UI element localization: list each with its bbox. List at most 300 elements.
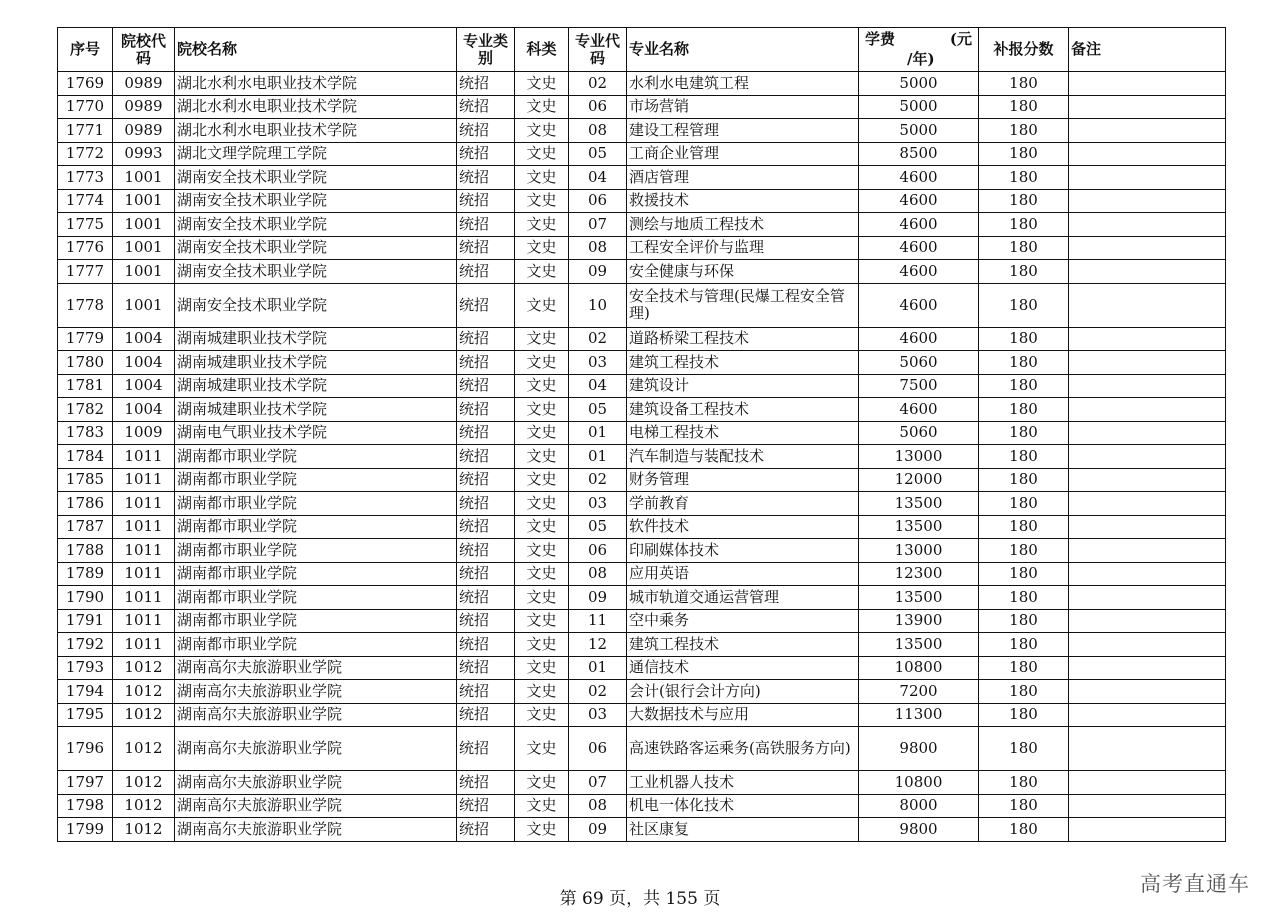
cell-remark xyxy=(1069,656,1226,680)
cell-major-code: 09 xyxy=(569,260,627,284)
table-row xyxy=(58,609,1226,633)
cell-school-code: 0989 xyxy=(113,72,175,96)
cell-major-code: 03 xyxy=(569,351,627,375)
cell-category: 统招 xyxy=(457,703,515,727)
cell-seq: 1782 xyxy=(58,398,113,422)
cell-remark xyxy=(1069,260,1226,284)
cell-remark xyxy=(1069,680,1226,704)
cell-remark xyxy=(1069,421,1226,445)
header-major-name: 专业名称 xyxy=(627,28,859,72)
cell-school-name: 湖南安全技术职业学院 xyxy=(175,213,457,237)
table-row xyxy=(58,727,1226,771)
cell-major-code: 05 xyxy=(569,142,627,166)
cell-school-name: 湖南都市职业学院 xyxy=(175,445,457,469)
cell-category: 统招 xyxy=(457,398,515,422)
cell-seq: 1799 xyxy=(58,818,113,842)
cell-major-name: 大数据技术与应用 xyxy=(627,703,859,727)
cell-subject: 文史 xyxy=(515,515,569,539)
cell-subject: 文史 xyxy=(515,562,569,586)
header-subject: 科类 xyxy=(515,28,569,72)
cell-seq: 1770 xyxy=(58,95,113,119)
header-remark: 备注 xyxy=(1069,28,1226,72)
cell-category: 统招 xyxy=(457,374,515,398)
page-number: 第 69 页，共 155 页 xyxy=(559,889,721,909)
cell-school-code: 1012 xyxy=(113,794,175,818)
cell-seq: 1785 xyxy=(58,468,113,492)
cell-subject: 文史 xyxy=(515,260,569,284)
cell-major-name: 应用英语 xyxy=(627,562,859,586)
table-row xyxy=(58,421,1226,445)
cell-major-code: 01 xyxy=(569,421,627,445)
cell-seq: 1793 xyxy=(58,656,113,680)
cell-remark xyxy=(1069,492,1226,516)
cell-major-name: 印刷媒体技术 xyxy=(627,539,859,563)
cell-score: 180 xyxy=(979,95,1069,119)
cell-major-code: 12 xyxy=(569,633,627,657)
cell-seq: 1790 xyxy=(58,586,113,610)
cell-major-name: 会计(银行会计方向) xyxy=(627,680,859,704)
cell-tuition: 13500 xyxy=(859,515,979,539)
cell-school-code: 1011 xyxy=(113,515,175,539)
cell-school-name: 湖南城建职业技术学院 xyxy=(175,374,457,398)
cell-remark xyxy=(1069,398,1226,422)
table-row xyxy=(58,374,1226,398)
table-row xyxy=(58,445,1226,469)
cell-seq: 1774 xyxy=(58,189,113,213)
cell-remark xyxy=(1069,794,1226,818)
cell-major-code: 10 xyxy=(569,283,627,327)
cell-subject: 文史 xyxy=(515,351,569,375)
table-row xyxy=(58,656,1226,680)
cell-category: 统招 xyxy=(457,794,515,818)
cell-seq: 1797 xyxy=(58,771,113,795)
table-row xyxy=(58,586,1226,610)
cell-school-name: 湖南高尔夫旅游职业学院 xyxy=(175,771,457,795)
cell-school-code: 1011 xyxy=(113,586,175,610)
table-row xyxy=(58,95,1226,119)
cell-score: 180 xyxy=(979,656,1069,680)
cell-school-code: 1012 xyxy=(113,656,175,680)
cell-major-code: 02 xyxy=(569,72,627,96)
cell-category: 统招 xyxy=(457,260,515,284)
cell-school-code: 0993 xyxy=(113,142,175,166)
cell-school-name: 湖北水利水电职业技术学院 xyxy=(175,95,457,119)
cell-tuition: 7200 xyxy=(859,680,979,704)
cell-major-name: 安全健康与环保 xyxy=(627,260,859,284)
table-row xyxy=(58,468,1226,492)
cell-major-name: 工业机器人技术 xyxy=(627,771,859,795)
cell-category: 统招 xyxy=(457,213,515,237)
cell-school-code: 1011 xyxy=(113,633,175,657)
cell-school-code: 1001 xyxy=(113,213,175,237)
cell-seq: 1769 xyxy=(58,72,113,96)
cell-school-name: 湖南城建职业技术学院 xyxy=(175,327,457,351)
cell-school-name: 湖南高尔夫旅游职业学院 xyxy=(175,680,457,704)
cell-category: 统招 xyxy=(457,283,515,327)
cell-subject: 文史 xyxy=(515,445,569,469)
cell-school-name: 湖南都市职业学院 xyxy=(175,539,457,563)
cell-school-name: 湖北文理学院理工学院 xyxy=(175,142,457,166)
cell-remark xyxy=(1069,515,1226,539)
cell-score: 180 xyxy=(979,213,1069,237)
cell-seq: 1777 xyxy=(58,260,113,284)
cell-major-name: 工程安全评价与监理 xyxy=(627,236,859,260)
cell-score: 180 xyxy=(979,492,1069,516)
cell-school-code: 1009 xyxy=(113,421,175,445)
cell-major-code: 01 xyxy=(569,656,627,680)
cell-seq: 1779 xyxy=(58,327,113,351)
cell-subject: 文史 xyxy=(515,72,569,96)
cell-major-name: 高速铁路客运乘务(高铁服务方向) xyxy=(627,727,859,771)
cell-score: 180 xyxy=(979,445,1069,469)
header-school-name: 院校名称 xyxy=(175,28,457,72)
cell-remark xyxy=(1069,562,1226,586)
cell-subject: 文史 xyxy=(515,586,569,610)
table-row xyxy=(58,562,1226,586)
table-row xyxy=(58,818,1226,842)
cell-school-name: 湖南都市职业学院 xyxy=(175,468,457,492)
table-row xyxy=(58,72,1226,96)
cell-tuition: 10800 xyxy=(859,771,979,795)
cell-school-name: 湖南城建职业技术学院 xyxy=(175,351,457,375)
table-row xyxy=(58,680,1226,704)
cell-score: 180 xyxy=(979,818,1069,842)
cell-subject: 文史 xyxy=(515,680,569,704)
cell-subject: 文史 xyxy=(515,236,569,260)
cell-tuition: 4600 xyxy=(859,213,979,237)
cell-tuition: 4600 xyxy=(859,236,979,260)
cell-major-code: 11 xyxy=(569,609,627,633)
cell-subject: 文史 xyxy=(515,189,569,213)
table-row xyxy=(58,213,1226,237)
cell-score: 180 xyxy=(979,586,1069,610)
cell-category: 统招 xyxy=(457,236,515,260)
cell-score: 180 xyxy=(979,421,1069,445)
cell-school-code: 1012 xyxy=(113,727,175,771)
cell-subject: 文史 xyxy=(515,727,569,771)
cell-major-name: 财务管理 xyxy=(627,468,859,492)
cell-school-code: 0989 xyxy=(113,119,175,143)
table-row xyxy=(58,236,1226,260)
cell-school-code: 1011 xyxy=(113,609,175,633)
cell-tuition: 4600 xyxy=(859,166,979,190)
cell-remark xyxy=(1069,771,1226,795)
cell-seq: 1772 xyxy=(58,142,113,166)
cell-major-name: 通信技术 xyxy=(627,656,859,680)
cell-subject: 文史 xyxy=(515,468,569,492)
cell-remark xyxy=(1069,189,1226,213)
cell-subject: 文史 xyxy=(515,421,569,445)
cell-score: 180 xyxy=(979,189,1069,213)
cell-major-code: 08 xyxy=(569,119,627,143)
cell-major-name: 空中乘务 xyxy=(627,609,859,633)
cell-tuition: 4600 xyxy=(859,260,979,284)
cell-tuition: 13500 xyxy=(859,492,979,516)
cell-major-code: 04 xyxy=(569,374,627,398)
cell-tuition: 13500 xyxy=(859,633,979,657)
cell-remark xyxy=(1069,468,1226,492)
cell-major-code: 05 xyxy=(569,398,627,422)
cell-subject: 文史 xyxy=(515,374,569,398)
table-body xyxy=(58,72,1226,842)
cell-tuition: 13000 xyxy=(859,445,979,469)
cell-major-name: 学前教育 xyxy=(627,492,859,516)
cell-seq: 1787 xyxy=(58,515,113,539)
cell-tuition: 12300 xyxy=(859,562,979,586)
table-row xyxy=(58,794,1226,818)
cell-category: 统招 xyxy=(457,562,515,586)
cell-remark xyxy=(1069,727,1226,771)
cell-school-name: 湖南都市职业学院 xyxy=(175,562,457,586)
cell-school-code: 1001 xyxy=(113,260,175,284)
cell-category: 统招 xyxy=(457,492,515,516)
cell-seq: 1773 xyxy=(58,166,113,190)
cell-school-code: 1011 xyxy=(113,539,175,563)
cell-remark xyxy=(1069,374,1226,398)
cell-score: 180 xyxy=(979,539,1069,563)
cell-major-name: 测绘与地质工程技术 xyxy=(627,213,859,237)
header-score: 补报分数 xyxy=(979,28,1069,72)
cell-school-name: 湖南高尔夫旅游职业学院 xyxy=(175,727,457,771)
cell-subject: 文史 xyxy=(515,794,569,818)
cell-school-code: 1001 xyxy=(113,166,175,190)
cell-major-name: 酒店管理 xyxy=(627,166,859,190)
cell-tuition: 13900 xyxy=(859,609,979,633)
cell-school-name: 湖南安全技术职业学院 xyxy=(175,166,457,190)
cell-score: 180 xyxy=(979,119,1069,143)
cell-major-name: 市场营销 xyxy=(627,95,859,119)
cell-major-name: 安全技术与管理(民爆工程安全管理) xyxy=(627,283,859,327)
cell-category: 统招 xyxy=(457,166,515,190)
header-tuition-unit-b: /年) xyxy=(907,50,935,68)
cell-school-code: 1011 xyxy=(113,562,175,586)
cell-remark xyxy=(1069,95,1226,119)
cell-remark xyxy=(1069,703,1226,727)
cell-major-name: 建筑工程技术 xyxy=(627,633,859,657)
cell-seq: 1791 xyxy=(58,609,113,633)
cell-major-name: 机电一体化技术 xyxy=(627,794,859,818)
admissions-table xyxy=(57,27,1226,842)
cell-category: 统招 xyxy=(457,609,515,633)
cell-seq: 1783 xyxy=(58,421,113,445)
cell-major-code: 09 xyxy=(569,818,627,842)
cell-category: 统招 xyxy=(457,445,515,469)
cell-school-code: 1004 xyxy=(113,351,175,375)
cell-subject: 文史 xyxy=(515,166,569,190)
cell-tuition: 5000 xyxy=(859,95,979,119)
table-row xyxy=(58,166,1226,190)
cell-seq: 1775 xyxy=(58,213,113,237)
cell-school-code: 1004 xyxy=(113,398,175,422)
cell-remark xyxy=(1069,586,1226,610)
cell-remark xyxy=(1069,327,1226,351)
cell-school-name: 湖南安全技术职业学院 xyxy=(175,260,457,284)
cell-remark xyxy=(1069,119,1226,143)
cell-subject: 文史 xyxy=(515,818,569,842)
cell-major-code: 06 xyxy=(569,539,627,563)
cell-seq: 1792 xyxy=(58,633,113,657)
cell-major-code: 03 xyxy=(569,492,627,516)
cell-major-code: 02 xyxy=(569,468,627,492)
cell-score: 180 xyxy=(979,680,1069,704)
cell-subject: 文史 xyxy=(515,119,569,143)
cell-score: 180 xyxy=(979,633,1069,657)
cell-school-code: 1012 xyxy=(113,771,175,795)
cell-major-code: 06 xyxy=(569,95,627,119)
cell-major-code: 02 xyxy=(569,327,627,351)
cell-tuition: 4600 xyxy=(859,189,979,213)
cell-tuition: 7500 xyxy=(859,374,979,398)
cell-major-name: 电梯工程技术 xyxy=(627,421,859,445)
cell-school-name: 湖南都市职业学院 xyxy=(175,633,457,657)
cell-category: 统招 xyxy=(457,539,515,563)
cell-school-name: 湖南城建职业技术学院 xyxy=(175,398,457,422)
table-row xyxy=(58,351,1226,375)
cell-seq: 1796 xyxy=(58,727,113,771)
cell-school-name: 湖南安全技术职业学院 xyxy=(175,189,457,213)
cell-seq: 1798 xyxy=(58,794,113,818)
cell-seq: 1771 xyxy=(58,119,113,143)
cell-score: 180 xyxy=(979,72,1069,96)
cell-category: 统招 xyxy=(457,680,515,704)
cell-category: 统招 xyxy=(457,727,515,771)
cell-seq: 1786 xyxy=(58,492,113,516)
cell-category: 统招 xyxy=(457,468,515,492)
cell-remark xyxy=(1069,213,1226,237)
cell-school-code: 1011 xyxy=(113,468,175,492)
cell-remark xyxy=(1069,539,1226,563)
table-row xyxy=(58,283,1226,327)
cell-seq: 1794 xyxy=(58,680,113,704)
cell-school-name: 湖南安全技术职业学院 xyxy=(175,283,457,327)
cell-major-name: 城市轨道交通运营管理 xyxy=(627,586,859,610)
table-row xyxy=(58,260,1226,284)
cell-tuition: 13500 xyxy=(859,586,979,610)
cell-remark xyxy=(1069,166,1226,190)
cell-school-name: 湖南都市职业学院 xyxy=(175,515,457,539)
cell-school-name: 湖南都市职业学院 xyxy=(175,609,457,633)
cell-tuition: 9800 xyxy=(859,818,979,842)
cell-remark xyxy=(1069,283,1226,327)
cell-school-code: 1011 xyxy=(113,492,175,516)
cell-tuition: 11300 xyxy=(859,703,979,727)
cell-school-name: 湖南高尔夫旅游职业学院 xyxy=(175,794,457,818)
table-header-row xyxy=(58,28,1226,72)
cell-major-code: 04 xyxy=(569,166,627,190)
cell-school-name: 湖南安全技术职业学院 xyxy=(175,236,457,260)
cell-category: 统招 xyxy=(457,586,515,610)
cell-tuition: 8000 xyxy=(859,794,979,818)
cell-school-name: 湖北水利水电职业技术学院 xyxy=(175,119,457,143)
cell-remark xyxy=(1069,609,1226,633)
cell-major-code: 08 xyxy=(569,794,627,818)
cell-remark xyxy=(1069,236,1226,260)
cell-school-name: 湖南高尔夫旅游职业学院 xyxy=(175,656,457,680)
cell-school-name: 湖南都市职业学院 xyxy=(175,586,457,610)
cell-seq: 1776 xyxy=(58,236,113,260)
cell-school-code: 1001 xyxy=(113,189,175,213)
cell-category: 统招 xyxy=(457,119,515,143)
cell-subject: 文史 xyxy=(515,283,569,327)
cell-score: 180 xyxy=(979,515,1069,539)
cell-school-code: 1012 xyxy=(113,703,175,727)
cell-school-code: 1004 xyxy=(113,374,175,398)
cell-score: 180 xyxy=(979,142,1069,166)
cell-tuition: 4600 xyxy=(859,327,979,351)
table-row xyxy=(58,633,1226,657)
cell-seq: 1778 xyxy=(58,283,113,327)
cell-remark xyxy=(1069,351,1226,375)
cell-score: 180 xyxy=(979,771,1069,795)
cell-subject: 文史 xyxy=(515,95,569,119)
header-school-code: 院校代码 xyxy=(113,28,175,72)
cell-score: 180 xyxy=(979,727,1069,771)
cell-score: 180 xyxy=(979,327,1069,351)
cell-score: 180 xyxy=(979,260,1069,284)
cell-score: 180 xyxy=(979,794,1069,818)
cell-remark xyxy=(1069,72,1226,96)
table-row xyxy=(58,515,1226,539)
cell-category: 统招 xyxy=(457,189,515,213)
cell-major-code: 02 xyxy=(569,680,627,704)
cell-major-name: 水利水电建筑工程 xyxy=(627,72,859,96)
header-major-code: 专业代码 xyxy=(569,28,627,72)
cell-seq: 1784 xyxy=(58,445,113,469)
cell-tuition: 4600 xyxy=(859,398,979,422)
cell-category: 统招 xyxy=(457,421,515,445)
cell-major-code: 05 xyxy=(569,515,627,539)
cell-school-code: 1001 xyxy=(113,283,175,327)
cell-school-name: 湖南高尔夫旅游职业学院 xyxy=(175,818,457,842)
cell-tuition: 4600 xyxy=(859,283,979,327)
cell-major-name: 建设工程管理 xyxy=(627,119,859,143)
cell-school-code: 1012 xyxy=(113,818,175,842)
cell-major-name: 工商企业管理 xyxy=(627,142,859,166)
cell-subject: 文史 xyxy=(515,142,569,166)
cell-major-name: 建筑工程技术 xyxy=(627,351,859,375)
cell-category: 统招 xyxy=(457,72,515,96)
cell-major-code: 06 xyxy=(569,727,627,771)
table-row xyxy=(58,327,1226,351)
cell-school-name: 湖北水利水电职业技术学院 xyxy=(175,72,457,96)
cell-category: 统招 xyxy=(457,515,515,539)
cell-subject: 文史 xyxy=(515,327,569,351)
cell-tuition: 5060 xyxy=(859,351,979,375)
cell-category: 统招 xyxy=(457,771,515,795)
cell-subject: 文史 xyxy=(515,656,569,680)
cell-major-code: 08 xyxy=(569,562,627,586)
cell-tuition: 10800 xyxy=(859,656,979,680)
cell-major-name: 建筑设备工程技术 xyxy=(627,398,859,422)
cell-tuition: 5000 xyxy=(859,119,979,143)
cell-remark xyxy=(1069,142,1226,166)
cell-score: 180 xyxy=(979,468,1069,492)
table-row xyxy=(58,142,1226,166)
cell-school-code: 1001 xyxy=(113,236,175,260)
table-row xyxy=(58,119,1226,143)
table-row xyxy=(58,703,1226,727)
cell-tuition: 13000 xyxy=(859,539,979,563)
header-tuition-label: 学费 xyxy=(865,30,896,48)
cell-subject: 文史 xyxy=(515,633,569,657)
cell-remark xyxy=(1069,445,1226,469)
table-row xyxy=(58,771,1226,795)
cell-seq: 1789 xyxy=(58,562,113,586)
cell-seq: 1780 xyxy=(58,351,113,375)
table-row xyxy=(58,539,1226,563)
cell-major-code: 03 xyxy=(569,703,627,727)
cell-category: 统招 xyxy=(457,95,515,119)
